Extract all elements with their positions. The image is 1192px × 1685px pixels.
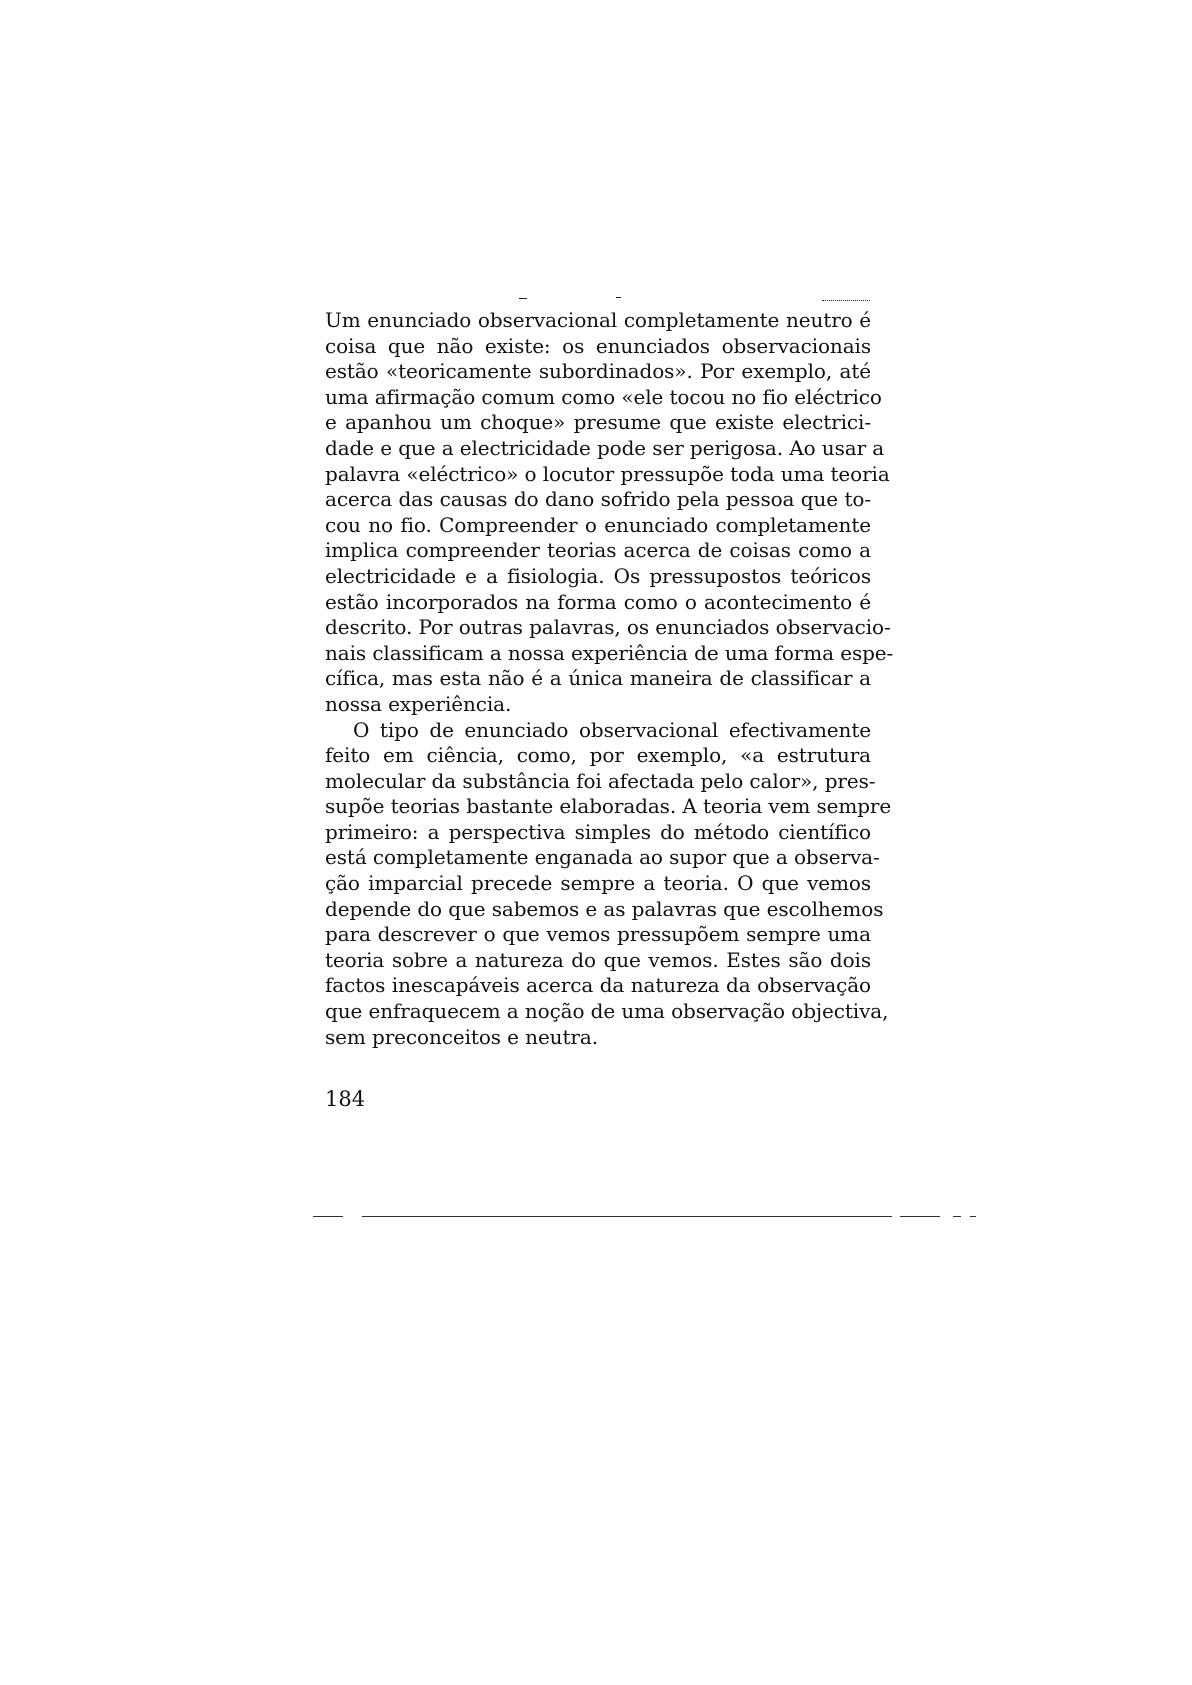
text-line: O tipo de enunciado observacional efectivamente	[353, 717, 871, 742]
scan-mark	[616, 297, 621, 298]
text-line: depende do que sabemos e as palavras que escolhemos	[325, 896, 884, 921]
text-line: dade e que a electricidade pode ser perigosa. Ao usar a	[325, 435, 885, 460]
text-line: nossa experiência.	[325, 691, 512, 716]
text-line: feito em ciência, como, por exemplo, «a estrutura	[325, 743, 871, 768]
paragraph-1	[325, 308, 894, 718]
text-line: ção imparcial precede sempre a teoria. O que vemos	[325, 871, 871, 896]
bottom-rule	[313, 1216, 343, 1217]
text-line: descrito. Por outras palavras, os enunciados observacio-	[325, 615, 891, 640]
page-number: 184	[325, 1087, 366, 1111]
scan-mark	[822, 300, 870, 301]
text-line: que enfraquecem a noção de uma observação objectiva,	[325, 999, 889, 1024]
bottom-rule	[970, 1216, 976, 1217]
bottom-rule	[362, 1216, 892, 1217]
scan-mark	[519, 298, 527, 299]
text-line: cífica, mas esta não é a única maneira de classificar a	[325, 666, 871, 691]
text-line: Um enunciado observacional completamente neutro é	[325, 308, 871, 332]
text-line: teoria sobre a natureza do que vemos. Estes são dois	[325, 947, 871, 972]
text-line: cou no fio. Compreender o enunciado completamente	[325, 512, 871, 537]
paragraph-2	[325, 717, 892, 1051]
text-line: para descrever o que vemos pressupõem sempre uma	[325, 922, 871, 947]
page-body-text	[325, 308, 894, 1050]
text-line: coisa que não existe: os enunciados observacionais	[325, 333, 871, 358]
text-line: nais classificam a nossa experiência de uma forma espe-	[325, 640, 894, 665]
text-line: estão incorporados na forma como o acontecimento é	[325, 589, 871, 614]
text-line: estão «teoricamente subordinados». Por exemplo, até	[325, 359, 871, 384]
text-line: primeiro: a perspectiva simples do método científico	[325, 819, 871, 844]
text-line: supõe teorias bastante elaboradas. A teoria vem sempre	[325, 794, 892, 819]
bottom-rule	[953, 1216, 961, 1217]
text-line: palavra «eléctrico» o locutor pressupõe toda uma teoria	[325, 461, 890, 486]
bottom-rule	[900, 1216, 940, 1217]
text-line: implica compreender teorias acerca de coisas como a	[325, 538, 871, 563]
text-line: acerca das causas do dano sofrido pela pessoa que to-	[325, 487, 871, 512]
text-line: molecular da substância foi afectada pelo calor», pres-	[325, 768, 876, 793]
text-line: uma afirmação comum como «ele tocou no fio eléctrico	[325, 384, 882, 409]
text-line: e apanhou um choque» presume que existe electrici-	[325, 410, 871, 435]
text-line: está completamente enganada ao supor que a observa-	[325, 845, 880, 870]
text-line: sem preconceitos e neutra.	[325, 1024, 598, 1049]
text-line: factos inescapáveis acerca da natureza da observação	[325, 973, 871, 998]
text-line: electricidade e a fisiologia. Os pressupostos teóricos	[325, 563, 871, 588]
